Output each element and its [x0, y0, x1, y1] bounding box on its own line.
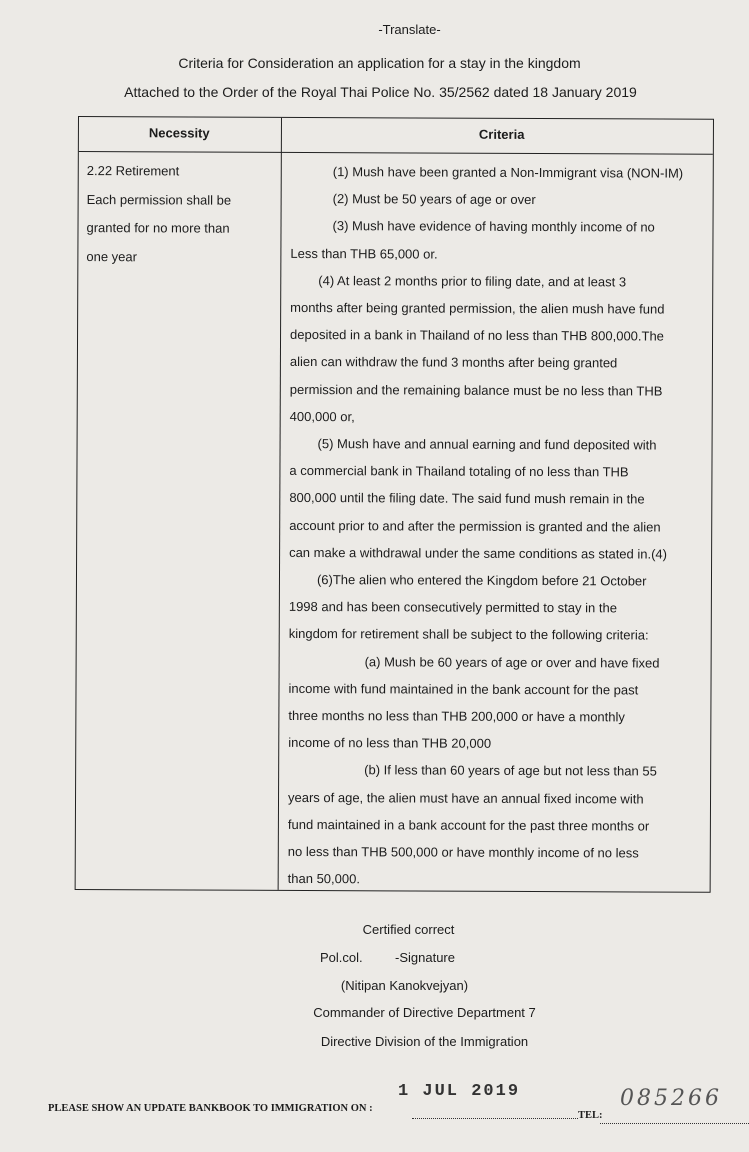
tel-label: TEL: — [578, 1110, 603, 1121]
officer-name: (Nitipan Kanokvejyan) — [340, 978, 469, 993]
criteria-line: alien can withdraw the fund 3 months after being granted — [289, 354, 618, 371]
necessity-line: granted for no more than — [86, 220, 230, 236]
criteria-line: Less than THB 65,000 or. — [290, 245, 438, 262]
criteria-line: a commercial bank in Thailand totaling of no less than THB — [289, 463, 629, 480]
criteria-line: (6)The alien who entered the Kingdom before 21 October — [316, 572, 647, 589]
criteria-line: (5) Mush have and annual earning and fund deposited with — [317, 436, 657, 453]
document-subtitle: Attached to the Order of the Royal Thai Police No. 35/2562 dated 18 January 2019 — [124, 84, 637, 100]
necessity-line: one year — [86, 248, 138, 264]
criteria-line: kingdom for retirement shall be subject to the following criteria: — [288, 626, 649, 643]
criteria-line: income of no less than THB 20,000 — [288, 735, 492, 752]
officer-role: Commander of Directive Department 7 — [313, 1005, 536, 1020]
officer-rank: Pol.col. — [320, 950, 363, 965]
criteria-line: (a) Mush be 60 years of age or over and have fixed — [364, 653, 660, 671]
officer-division: Directive Division of the Immigration — [320, 1034, 529, 1049]
criteria-column-header: Criteria — [478, 126, 525, 142]
criteria-line: than 50,000. — [287, 871, 361, 887]
necessity-line: Each permission shall be — [86, 191, 232, 208]
criteria-line: account prior to and after the permission is granted and the alien — [289, 517, 661, 535]
document-title: Criteria for Consideration an application for a stay in the kingdom — [178, 55, 581, 71]
criteria-line: can make a withdrawal under the same conditions as stated in.(4) — [289, 544, 668, 562]
date-stamp: 1 JUL 2019 — [398, 1082, 521, 1101]
criteria-line: permission and the remaining balance must be no less than THB — [289, 381, 663, 399]
criteria-line: months after being granted permission, the alien mush have fund — [290, 299, 665, 317]
criteria-line: (4) At least 2 months prior to filing date, and at least 3 — [318, 272, 627, 290]
column-divider — [278, 118, 282, 890]
certification-title: Certified correct — [362, 922, 455, 937]
criteria-line: (3) Mush have evidence of having monthly income of no — [332, 218, 655, 235]
tel-fill-line — [600, 1123, 749, 1124]
signature-label: -Signature — [395, 950, 455, 965]
date-fill-line — [412, 1118, 578, 1119]
footer-instruction: PLEASE SHOW AN UPDATE BANKBOOK TO IMMIGRATION ON : — [48, 1103, 373, 1114]
criteria-line: income with fund maintained in the bank account for the past — [288, 680, 639, 698]
criteria-line: deposited in a bank in Thailand of no less than THB 800,000.The — [290, 327, 664, 344]
criteria-table — [75, 116, 714, 893]
necessity-cell — [86, 157, 276, 272]
criteria-line: fund maintained in a bank account for the past three months or — [287, 816, 650, 834]
criteria-line: (2) Must be 50 years of age or over — [332, 191, 536, 208]
criteria-line: years of age, the alien must have an annual fixed income with — [287, 789, 644, 807]
criteria-line: 400,000 or, — [289, 408, 355, 425]
criteria-line: (b) If less than 60 years of age but not less than 55 — [364, 762, 657, 780]
criteria-cell — [284, 158, 717, 894]
criteria-line: 800,000 until the filing date. The said fund mush remain in the — [289, 490, 645, 507]
necessity-column-header: Necessity — [148, 125, 210, 141]
criteria-line: three months no less than THB 200,000 or have a monthly — [288, 707, 625, 725]
criteria-line: (1) Mush have been granted a Non-Immigrant visa (NON-IM) — [332, 164, 684, 181]
criteria-line: 1998 and has been consecutively permitted to stay in the — [288, 599, 617, 616]
necessity-line: 2.22 Retirement — [86, 163, 180, 179]
criteria-line: no less than THB 500,000 or have monthly income of no less — [287, 844, 639, 861]
handwritten-number: 085266 — [620, 1086, 722, 1111]
translate-label: -Translate- — [378, 22, 441, 37]
